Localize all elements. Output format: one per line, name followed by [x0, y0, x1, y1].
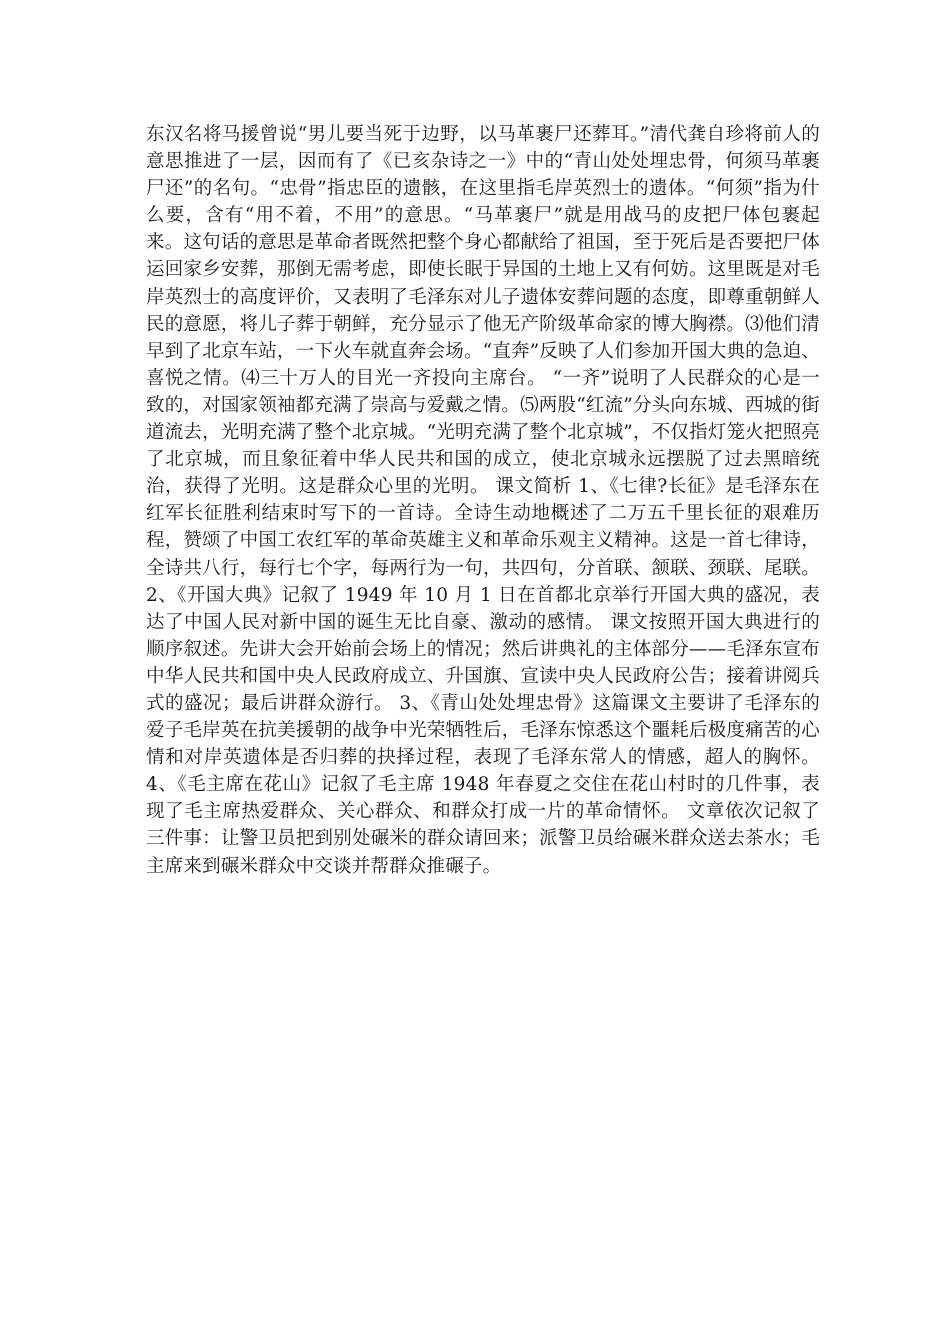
body-paragraph: 东汉名将马援曾说“男儿要当死于边野，以马革裹尸还葬耳。”清代龚自珍将前人的意思推进了一层，因而有了《已亥杂诗之一》中的“青山处处埋忠骨，何须马革裹尸还”的名句。“忠骨”指忠臣的遗骸，在这里指毛岸英烈士的遗体。“何须”指为什么要，含有“用不着，不用”的意思。“马革裹尸”就是用战马的皮把尸体包裹起来。这句话的意思是革命者既然把整个身心都献给了祖国，至于死后是否要把尸体运回家乡安葬，那倒无需考虑，即使长眠于异国的土地上又有何妨。这里既是对毛岸英烈士的高度评价，又表明了毛泽东对儿子遗体安葬问题的态度，即尊重朝鲜人民的意愿，将儿子葬于朝鲜，充分显示了他无产阶级革命家的博大胸襟。⑶他们清早到了北京车站，一下火车就直奔会场。“直奔”反映了人们参加开国大典的急迫、喜悦之情。⑷三十万人的目光一齐投向主席台。 “一齐”说明了人民群众的心是一致的，对国家领袖都充满了崇高与爱戴之情。⑸两股“红流”分头向东城、西城的街道流去，光明充满了整个北京城。“光明充满了整个北京城”，不仅指灯笼火把照亮了北京城，而且象征着中华人民共和国的成立，使北京城永远摆脱了过去黑暗统治，获得了光明。这是群众心里的光明。 课文简析 1、《七律?长征》是毛泽东在红军长征胜利结束时写下的一首诗。全诗生动地概述了二万五千里长征的艰难历程，赞颂了中国工农红军的革命英雄主义和革命乐观主义精神。这是一首七律诗，全诗共八行，每行七个字，每两行为一句，共四句，分首联、颔联、颈联、尾联。 2、《开国大典》记叙了 1949 年 10 月 1 日在首都北京举行开国大典的盛况，表达了中国人民对新中国的诞生无比自豪、激动的感情。 课文按照开国大典进行的顺序叙述。先讲大会开始前会场上的情况；然后讲典礼的主体部分——毛泽东宣布中华人民共和国中央人民政府成立、升国旗、宣读中央人民政府公告；接着讲阅兵式的盛况；最后讲群众游行。 3、《青山处处埋忠骨》这篇课文主要讲了毛泽东的爱子毛岸英在抗美援朝的战争中光荣牺牲后，毛泽东惊悉这个噩耗后极度痛苦的心情和对岸英遗体是否归葬的抉择过程，表现了毛泽东常人的情感，超人的胸怀。 4、《毛主席在花山》记叙了毛主席 1948 年春夏之交住在花山村时的几件事，表现了毛主席热爱群众、关心群众、和群众打成一片的革命情怀。 文章依次记叙了三件事：让警卫员把到别处碾米的群众请回来；派警卫员给碾米群众送去茶水；毛主席来到碾米群众中交谈并帮群众推碾子。: [146, 124, 820, 877]
